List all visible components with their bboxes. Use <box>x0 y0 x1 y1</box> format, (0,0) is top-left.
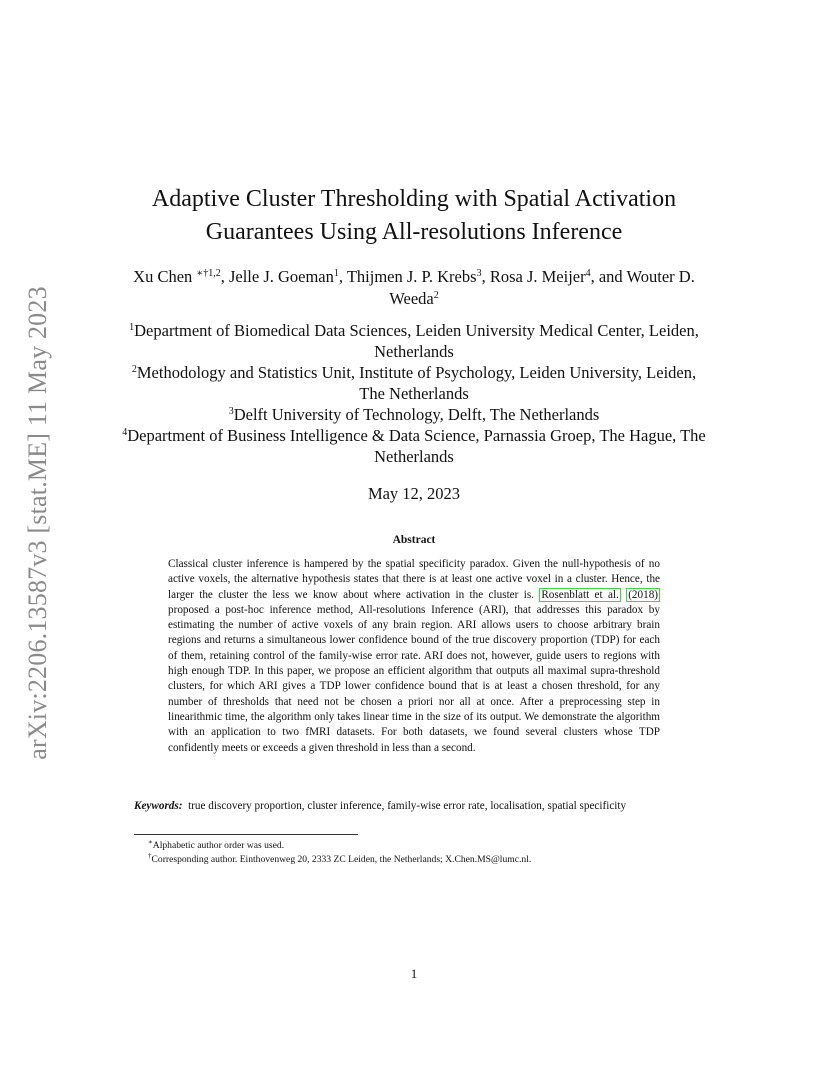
abstract-text: Classical cluster inference is hampered by the spatial specificity paradox. Given the null-hypothesis of no active voxels, the alternative hypothesis states that there is at least one active voxel in a cluster. Hence, the larger the cluster the less we know about where activation in the cluster is. <box>168 558 660 601</box>
author-affiliation-marker: ∗†1,2 <box>196 268 221 279</box>
keywords-text: true discovery proportion, cluster inference, family-wise error rate, localisation, spatial specificity <box>188 800 627 812</box>
footnote-marker: † <box>148 851 152 860</box>
page-number: 1 <box>410 966 418 981</box>
author-name: Xu Chen <box>133 267 197 286</box>
author-affiliation-marker: 2 <box>433 290 439 301</box>
author-name: Rosa J. Meijer <box>489 267 586 286</box>
arxiv-identifier-stamp[interactable] <box>18 270 58 775</box>
abstract-heading: Abstract <box>392 534 436 546</box>
affiliation-marker: 3 <box>228 406 234 417</box>
affiliation-text: Delft University of Technology, Delft, The Netherlands <box>233 405 600 424</box>
footnote <box>148 839 708 853</box>
title-line-2: Guarantees Using All-resolutions Inference <box>205 219 623 245</box>
affiliation-marker: 1 <box>129 322 135 333</box>
author-affiliation-marker: 1 <box>333 268 339 279</box>
author-affiliation-marker: 4 <box>585 268 591 279</box>
footnote-divider <box>134 834 358 835</box>
footnote-text: Corresponding author. Einthovenweg 20, 2333 ZC Leiden, the Netherlands; X.Chen.MS@lumc.nl. <box>151 853 532 865</box>
arxiv-identifier-text: arXiv:2206.13587v3 [stat.ME] 11 May 2023 <box>23 285 53 760</box>
paper-title <box>100 183 728 249</box>
keywords <box>134 799 694 814</box>
affiliation-text: Methodology and Statistics Unit, Institute of Psychology, Leiden University, Leiden, The Netherlands <box>136 363 697 403</box>
footnote-text: Alphabetic author order was used. <box>152 840 285 851</box>
footnote <box>148 853 708 867</box>
affiliation-text: Department of Business Intelligence & Data Science, Parnassia Groep, The Hague, The Netherlands <box>127 426 706 466</box>
author-name: Jelle J. Goeman <box>228 267 334 286</box>
author <box>229 267 347 286</box>
author-separator: , <box>338 267 347 286</box>
citation-link[interactable]: Rosenblatt et al. <box>541 588 619 601</box>
author <box>133 267 229 286</box>
affiliation <box>118 425 710 467</box>
affiliation <box>118 404 710 425</box>
title-line-1: Adaptive Cluster Thresholding with Spatial Activation <box>151 186 677 212</box>
keywords-label: Keywords: <box>134 800 183 812</box>
author-affiliation-marker: 3 <box>476 268 482 279</box>
author-name: Thijmen J. P. Krebs <box>346 267 477 286</box>
author-list <box>120 266 708 310</box>
author <box>347 267 490 286</box>
author-separator: , <box>220 267 229 286</box>
footnote-marker: ∗ <box>148 838 153 846</box>
footnotes <box>148 839 708 866</box>
affiliation-marker: 2 <box>131 364 137 375</box>
author-separator: , <box>481 267 490 286</box>
affiliation-marker: 4 <box>122 427 128 438</box>
affiliation-list <box>118 320 710 467</box>
author-name: Wouter D. Weeda <box>389 267 695 308</box>
abstract-body <box>168 557 660 756</box>
affiliation-text: Department of Biomedical Data Sciences, Leiden University Medical Center, Leiden, Netherlands <box>134 321 699 361</box>
abstract-text: proposed a post-hoc inference method, All-resolutions Inference (ARI), that addresses this paradox by estimating the number of active voxels of any brain region. ARI allows users to choose arbitrary brain regions and returns a simultaneous lower confidence bound of the true discovery proportion (TDP) for each of them, retaining control of the family-wise error rate. ARI does not, however, guide users to regions with high enough TDP. In this paper, we propose an efficient algorithm that outputs all maximal supra-threshold clusters, for which ARI gives a TDP lower confidence bound that is at least a chosen threshold, for any number of thresholds that need not be chosen a priori nor all at once. After a preprocessing step in linearithmic time, the algorithm only takes linear time in the size of its output. We demonstrate the algorithm with an application to two fMRI datasets. For both datasets, we found several clusters whose TDP confidently meets or exceeds a given threshold in less than a second. <box>168 603 660 754</box>
citation-year-link[interactable]: (2018) <box>628 588 659 601</box>
affiliation <box>118 320 710 362</box>
author <box>490 267 627 286</box>
affiliation <box>118 362 710 404</box>
author-separator: , and <box>590 267 627 286</box>
publication-date: May 12, 2023 <box>367 484 461 503</box>
